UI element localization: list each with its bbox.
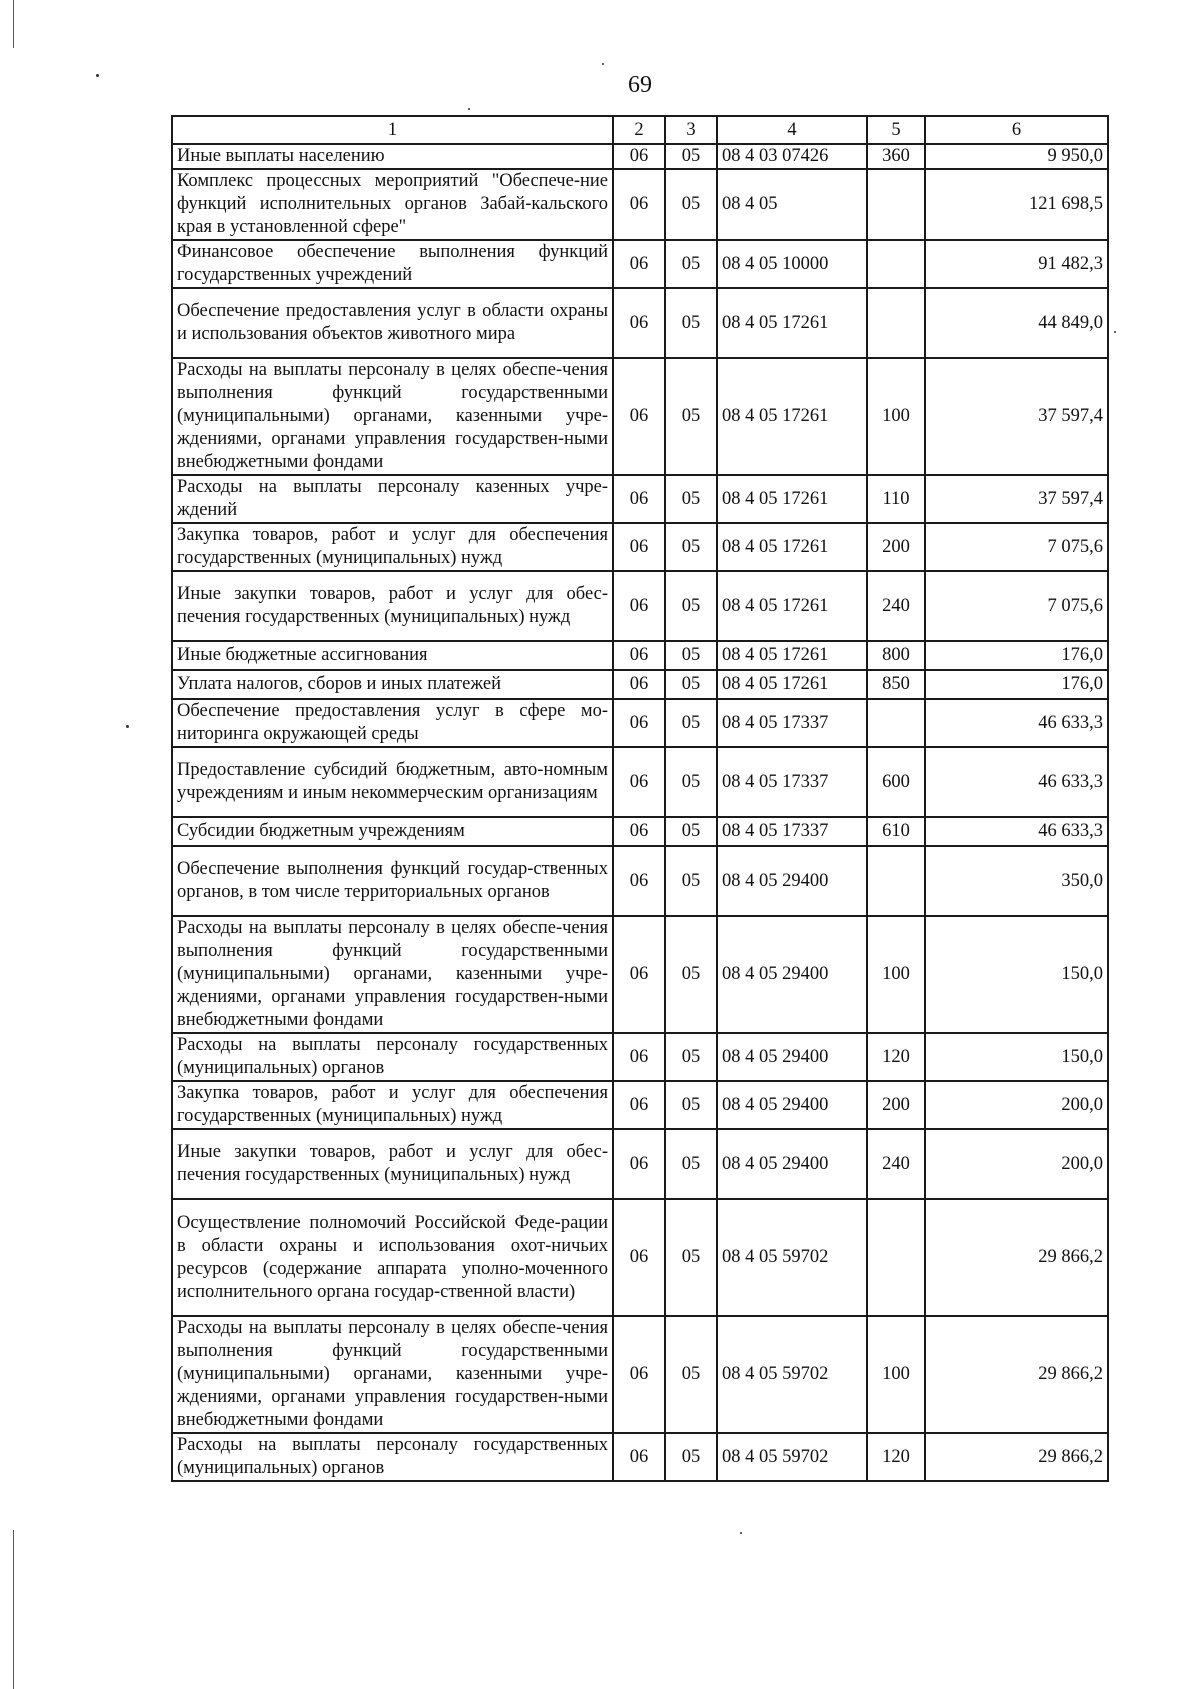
row-name-cell: Предоставление субсидий бюджетным, авто-номным учреждениям и иным некоммерческим организациям [172,747,613,817]
row-section-cell: 06 [613,846,665,916]
table-row [172,358,1108,475]
table-row [172,670,1108,699]
page-number: 69 [628,72,652,98]
row-section-cell: 06 [613,169,665,240]
row-vr-cell [867,288,925,358]
row-vr-cell: 610 [867,817,925,846]
row-section-cell: 06 [613,523,665,571]
table-row [172,523,1108,571]
scan-speck [468,108,470,110]
row-name-cell: Расходы на выплаты персоналу государственных (муниципальных) органов [172,1433,613,1481]
row-sum-cell: 29 866,2 [925,1316,1108,1433]
row-subsection-cell: 05 [665,144,717,169]
table-row [172,144,1108,169]
table-row [172,1199,1108,1316]
row-section-cell: 06 [613,747,665,817]
row-subsection-cell: 05 [665,846,717,916]
scan-speck [1114,331,1116,333]
scan-speck [126,725,129,728]
table-row [172,240,1108,288]
row-sum-cell: 350,0 [925,846,1108,916]
row-vr-cell: 200 [867,523,925,571]
row-name-cell: Иные закупки товаров, работ и услуг для обес-печения государственных (муниципальных) нужд [172,571,613,641]
row-section-cell: 06 [613,1033,665,1081]
table-row [172,1433,1108,1481]
row-sum-cell: 200,0 [925,1081,1108,1129]
row-name-cell: Уплата налогов, сборов и иных платежей [172,670,613,699]
scan-speck [96,74,99,77]
row-name-cell: Субсидии бюджетным учреждениям [172,817,613,846]
row-csr-cell: 08 4 05 [717,169,867,240]
row-csr-cell: 08 4 05 17261 [717,475,867,523]
row-sum-cell: 200,0 [925,1129,1108,1199]
row-subsection-cell: 05 [665,1081,717,1129]
row-vr-cell: 200 [867,1081,925,1129]
row-sum-cell: 7 075,6 [925,571,1108,641]
row-subsection-cell: 05 [665,1129,717,1199]
row-csr-cell: 08 4 05 17261 [717,670,867,699]
row-name-cell: Расходы на выплаты персоналу казенных учре-ждений [172,475,613,523]
row-sum-cell: 150,0 [925,916,1108,1033]
row-name-cell: Обеспечение предоставления услуг в сфере мо-ниторинга окружающей среды [172,699,613,747]
row-name-cell: Расходы на выплаты персоналу в целях обеспе-чения выполнения функций государственными (муниципальными) органами, казенными учре-ждениями, органами управления государствен-ными внебюджетными фондами [172,1316,613,1433]
row-csr-cell: 08 4 05 17261 [717,288,867,358]
row-sum-cell: 46 633,3 [925,817,1108,846]
row-section-cell: 06 [613,571,665,641]
row-vr-cell: 240 [867,571,925,641]
header-col-vr: 5 [867,116,925,144]
row-subsection-cell: 05 [665,358,717,475]
table-row [172,475,1108,523]
row-csr-cell: 08 4 05 17261 [717,641,867,670]
table-row [172,846,1108,916]
row-sum-cell: 44 849,0 [925,288,1108,358]
header-row [172,116,1108,144]
row-sum-cell: 46 633,3 [925,699,1108,747]
row-csr-cell: 08 4 05 59702 [717,1433,867,1481]
row-vr-cell: 240 [867,1129,925,1199]
row-subsection-cell: 05 [665,523,717,571]
row-vr-cell: 360 [867,144,925,169]
row-csr-cell: 08 4 05 17261 [717,358,867,475]
table-row [172,1129,1108,1199]
row-name-cell: Финансовое обеспечение выполнения функций государственных учреждений [172,240,613,288]
row-section-cell: 06 [613,1129,665,1199]
row-vr-cell: 100 [867,1316,925,1433]
table-row [172,571,1108,641]
row-section-cell: 06 [613,699,665,747]
row-csr-cell: 08 4 05 29400 [717,1033,867,1081]
row-sum-cell: 46 633,3 [925,747,1108,817]
row-sum-cell: 176,0 [925,641,1108,670]
row-vr-cell [867,699,925,747]
row-csr-cell: 08 4 05 17261 [717,523,867,571]
row-section-cell: 06 [613,670,665,699]
row-subsection-cell: 05 [665,475,717,523]
scan-speck [602,63,604,65]
row-name-cell: Расходы на выплаты персоналу государственных (муниципальных) органов [172,1033,613,1081]
row-sum-cell: 91 482,3 [925,240,1108,288]
row-csr-cell: 08 4 05 29400 [717,846,867,916]
row-section-cell: 06 [613,916,665,1033]
row-section-cell: 06 [613,475,665,523]
row-vr-cell: 850 [867,670,925,699]
table-row [172,1081,1108,1129]
row-name-cell: Иные закупки товаров, работ и услуг для обес-печения государственных (муниципальных) нужд [172,1129,613,1199]
row-csr-cell: 08 4 05 10000 [717,240,867,288]
row-section-cell: 06 [613,358,665,475]
row-csr-cell: 08 4 05 29400 [717,1129,867,1199]
table-row [172,747,1108,817]
row-vr-cell: 800 [867,641,925,670]
row-vr-cell: 120 [867,1433,925,1481]
header-col-subsection: 3 [665,116,717,144]
row-csr-cell: 08 4 03 07426 [717,144,867,169]
table-row [172,169,1108,240]
row-csr-cell: 08 4 05 29400 [717,1081,867,1129]
row-vr-cell: 110 [867,475,925,523]
table-body [172,144,1108,1481]
row-sum-cell: 150,0 [925,1033,1108,1081]
row-subsection-cell: 05 [665,747,717,817]
row-csr-cell: 08 4 05 17337 [717,747,867,817]
row-subsection-cell: 05 [665,1199,717,1316]
row-csr-cell: 08 4 05 17337 [717,817,867,846]
row-subsection-cell: 05 [665,1316,717,1433]
table-row [172,699,1108,747]
row-name-cell: Расходы на выплаты персоналу в целях обеспе-чения выполнения функций государственными (муниципальными) органами, казенными учре-ждениями, органами управления государствен-ными внебюджетными фондами [172,916,613,1033]
row-subsection-cell: 05 [665,670,717,699]
row-name-cell: Иные выплаты населению [172,144,613,169]
header-col-csr: 4 [717,116,867,144]
row-sum-cell: 29 866,2 [925,1433,1108,1481]
row-name-cell: Закупка товаров, работ и услуг для обеспечения государственных (муниципальных) нужд [172,1081,613,1129]
table-row [172,916,1108,1033]
table-row [172,641,1108,670]
row-name-cell: Обеспечение предоставления услуг в области охраны и использования объектов животного мира [172,288,613,358]
header-col-name: 1 [172,116,613,144]
row-sum-cell: 9 950,0 [925,144,1108,169]
table-row [172,1316,1108,1433]
row-vr-cell: 120 [867,1033,925,1081]
budget-table [171,115,1109,1482]
table-row [172,1033,1108,1081]
row-vr-cell: 100 [867,358,925,475]
row-sum-cell: 7 075,6 [925,523,1108,571]
row-subsection-cell: 05 [665,169,717,240]
row-csr-cell: 08 4 05 29400 [717,916,867,1033]
row-sum-cell: 29 866,2 [925,1199,1108,1316]
row-section-cell: 06 [613,1081,665,1129]
row-csr-cell: 08 4 05 59702 [717,1316,867,1433]
row-subsection-cell: 05 [665,1033,717,1081]
row-vr-cell: 600 [867,747,925,817]
row-subsection-cell: 05 [665,916,717,1033]
row-subsection-cell: 05 [665,641,717,670]
row-name-cell: Осуществление полномочий Российской Феде-рации в области охраны и использования охот-ничьих ресурсов (содержание аппарата уполно-моченного исполнительного органа государ-ственной власти) [172,1199,613,1316]
row-section-cell: 06 [613,240,665,288]
row-vr-cell [867,240,925,288]
row-csr-cell: 08 4 05 17261 [717,571,867,641]
row-vr-cell [867,846,925,916]
header-col-section: 2 [613,116,665,144]
row-sum-cell: 37 597,4 [925,358,1108,475]
scan-edge-mark [13,1530,14,1689]
row-subsection-cell: 05 [665,288,717,358]
scan-edge-mark [13,0,14,48]
row-name-cell: Обеспечение выполнения функций государ-ственных органов, в том числе территориальных органов [172,846,613,916]
row-name-cell: Закупка товаров, работ и услуг для обеспечения государственных (муниципальных) нужд [172,523,613,571]
table-row [172,288,1108,358]
row-name-cell: Расходы на выплаты персоналу в целях обеспе-чения выполнения функций государственными (муниципальными) органами, казенными учре-ждениями, органами управления государствен-ными внебюджетными фондами [172,358,613,475]
row-vr-cell: 100 [867,916,925,1033]
scan-speck [740,1532,742,1534]
row-vr-cell [867,169,925,240]
row-section-cell: 06 [613,1433,665,1481]
header-col-sum: 6 [925,116,1108,144]
row-name-cell: Комплекс процессных мероприятий "Обеспече-ние функций исполнительных органов Забай-кальского края в установленной сфере" [172,169,613,240]
row-section-cell: 06 [613,817,665,846]
row-section-cell: 06 [613,641,665,670]
row-subsection-cell: 05 [665,571,717,641]
row-sum-cell: 121 698,5 [925,169,1108,240]
row-sum-cell: 37 597,4 [925,475,1108,523]
row-subsection-cell: 05 [665,240,717,288]
row-section-cell: 06 [613,144,665,169]
row-section-cell: 06 [613,288,665,358]
row-section-cell: 06 [613,1316,665,1433]
table-row [172,817,1108,846]
row-subsection-cell: 05 [665,817,717,846]
row-section-cell: 06 [613,1199,665,1316]
row-csr-cell: 08 4 05 17337 [717,699,867,747]
row-subsection-cell: 05 [665,699,717,747]
row-vr-cell [867,1199,925,1316]
row-csr-cell: 08 4 05 59702 [717,1199,867,1316]
row-name-cell: Иные бюджетные ассигнования [172,641,613,670]
row-subsection-cell: 05 [665,1433,717,1481]
row-sum-cell: 176,0 [925,670,1108,699]
